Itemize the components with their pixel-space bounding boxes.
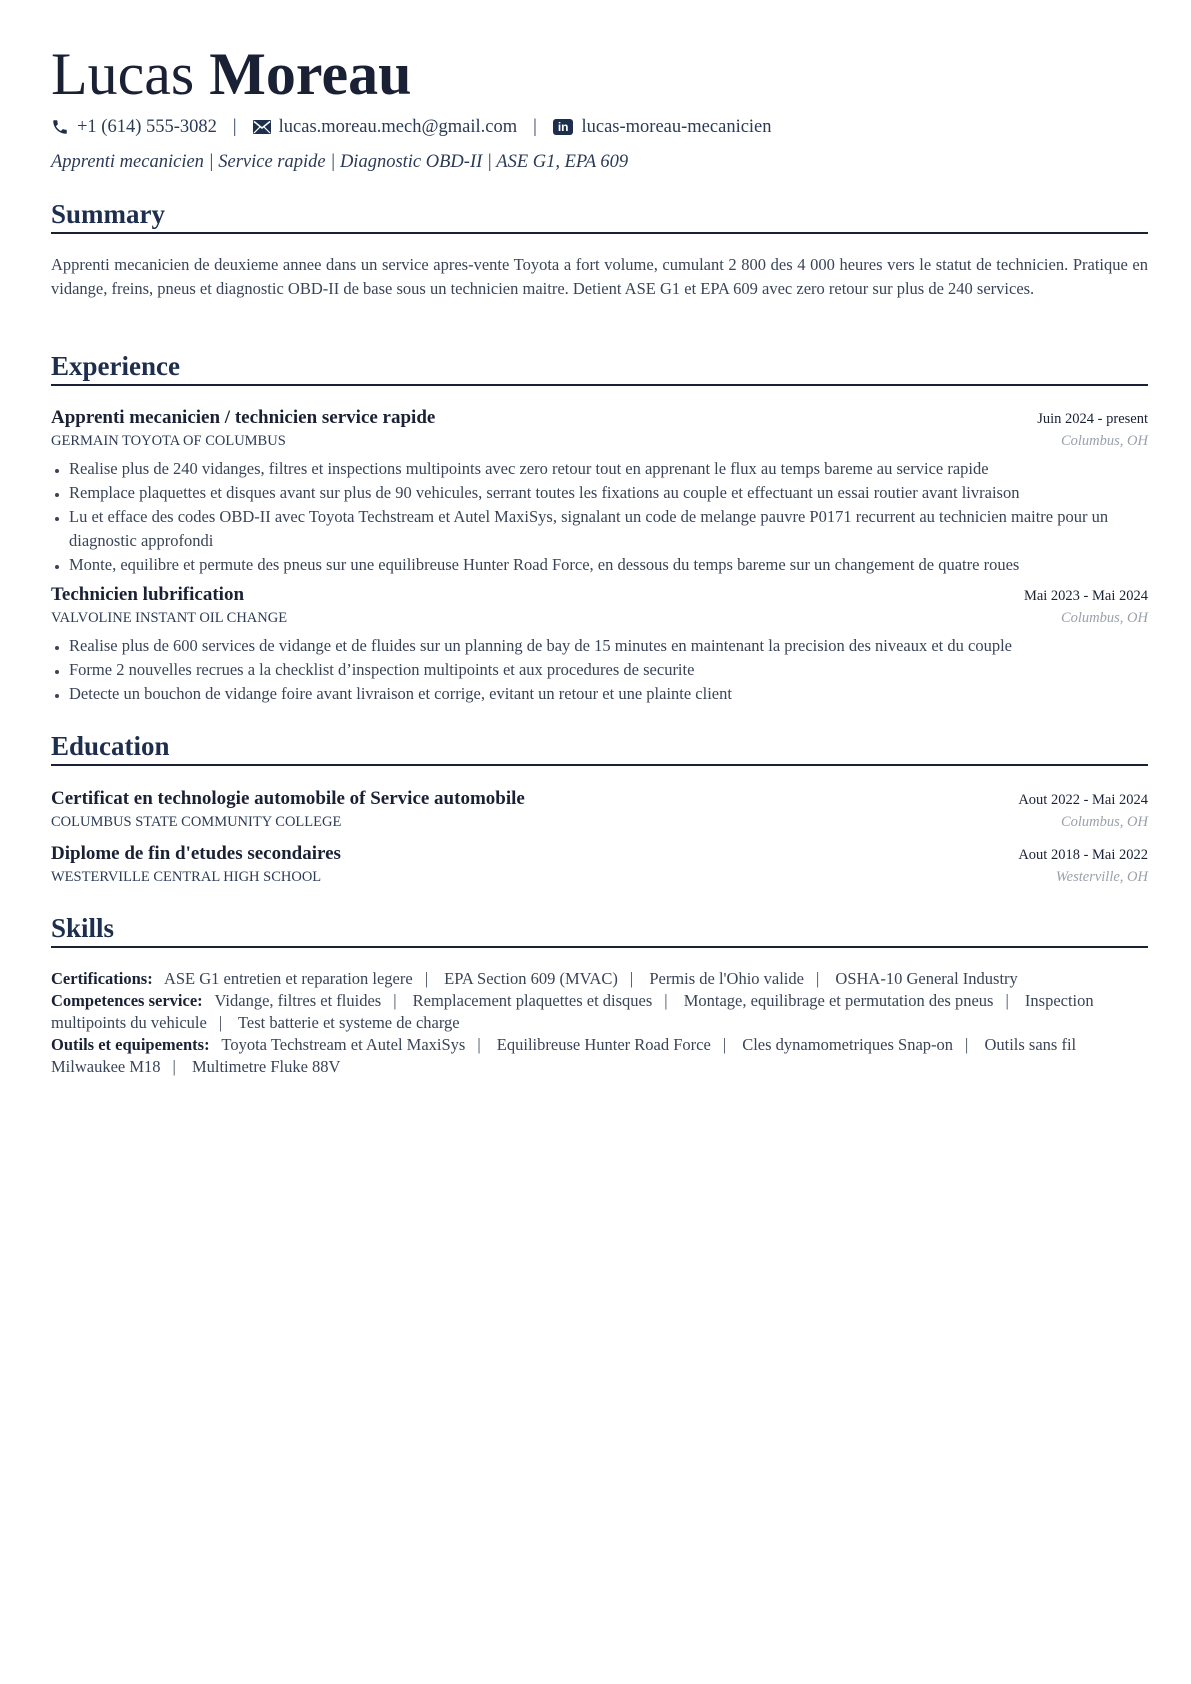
- education-dates: Aout 2022 - Mai 2024: [1018, 792, 1148, 808]
- skills-heading: Skills: [51, 912, 1148, 948]
- skill-item: Multimetre Fluke 88V: [191, 1057, 341, 1076]
- degree-title: Diplome de fin d'etudes secondaires: [51, 843, 341, 864]
- phone-icon: [51, 118, 69, 136]
- bullet-item: • Realise plus de 240 vidanges, filtres et inspections multipoints avec zero retour tout en apprenant le flux au temps bareme au service rapide: [69, 457, 1148, 481]
- job-dates: Juin 2024 - present: [1037, 411, 1148, 427]
- company-name: GERMAIN TOYOTA OF COLUMBUS: [51, 433, 286, 449]
- job-location: Columbus, OH: [1060, 610, 1148, 626]
- linkedin-icon: in: [553, 119, 574, 135]
- job-title: Technicien lubrification: [51, 584, 245, 605]
- skill-item: Permis de l'Ohio valide: [649, 969, 804, 988]
- skill-item: EPA Section 609 (MVAC): [444, 969, 618, 988]
- last-name: Moreau: [209, 41, 412, 107]
- skill-item: Test batterie et systeme de charge: [237, 1013, 460, 1032]
- experience-heading: Experience: [51, 350, 1148, 386]
- skill-group-label: Outils et equipements:: [51, 1035, 210, 1054]
- education-heading: Education: [51, 730, 1148, 766]
- skill-item: Remplacement plaquettes et disques: [412, 991, 653, 1010]
- bullet-item: • Remplace plaquettes et disques avant sur plus de 90 vehicules, serrant toutes les fixations au couple et effectuant un essai routier avant livraison: [69, 481, 1148, 505]
- bullet-item: • Detecte un bouchon de vidange foire avant livraison et corrige, evitant un retour et une plainte client: [69, 682, 1148, 706]
- skill-item: Outils sans fil Milwaukee M18: [51, 1035, 1077, 1076]
- skill-group-label: Certifications:: [51, 969, 153, 988]
- job-dates: Mai 2023 - Mai 2024: [1023, 588, 1148, 604]
- job-bullets: [51, 634, 1148, 706]
- job-location: Columbus, OH: [1060, 433, 1148, 449]
- separator: |: [232, 116, 237, 137]
- bullet-item: • Realise plus de 600 services de vidange et de fluides sur un planning de bay de 15 minutes en maintenant la precision des niveaux et du couple: [69, 634, 1148, 658]
- skill-group: Certifications: ASE G1 entretien et reparation legere | EPA Section 609 (MVAC) | Permis de l'Ohio valide | OSHA-10 General Industry: [51, 969, 1018, 988]
- skill-group: Competences service: Vidange, filtres et fluides | Remplacement plaquettes et disques | Montage, equilibrage et permutation des pneus | Inspection multipoints du vehicule | Test batterie et systeme de charge: [51, 991, 1094, 1032]
- summary-heading: Summary: [51, 198, 1148, 234]
- experience-entry: [51, 405, 1148, 577]
- summary-text: Apprenti mecanicien de deuxieme annee dans un service apres-vente Toyota a fort volume, cumulant 2 800 des 4 000 heures vers le statut de technicien. Pratique en vidange, freins, pneus et diagnostic OBD-II de base sous un technicien maitre. Detient ASE G1 et EPA 609 avec zero retour sur plus de 240 services.: [51, 255, 1148, 298]
- skill-item: ASE G1 entretien et reparation legere: [163, 969, 413, 988]
- first-name: Lucas: [51, 41, 195, 107]
- school-location: Columbus, OH: [1060, 814, 1148, 830]
- job-title: Apprenti mecanicien / technicien service rapide: [51, 407, 436, 428]
- bullet-item: • Forme 2 nouvelles recrues a la checklist d’inspection multipoints et aux procedures de securite: [69, 658, 1148, 682]
- education-entry: [51, 841, 1148, 887]
- separator: |: [533, 116, 537, 137]
- skill-item: Cles dynamometriques Snap-on: [742, 1035, 954, 1054]
- tagline: Apprenti mecanicien | Service rapide | Diagnostic OBD-II | ASE G1, EPA 609: [51, 152, 629, 172]
- mail-icon: [253, 120, 271, 134]
- school-location: Westerville, OH: [1055, 869, 1148, 885]
- skill-group-label: Competences service:: [51, 991, 203, 1010]
- skill-item: Inspection multipoints du vehicule: [51, 991, 1094, 1032]
- skill-item: Equilibreuse Hunter Road Force: [496, 1035, 711, 1054]
- education-entry: [51, 786, 1148, 832]
- skills-list: [51, 968, 1148, 1078]
- school-name: COLUMBUS STATE COMMUNITY COLLEGE: [51, 814, 342, 830]
- email-link[interactable]: lucas.moreau.mech@gmail.com: [278, 116, 518, 137]
- candidate-name: [51, 38, 411, 110]
- degree-title: Certificat en technologie automobile of Service automobile: [51, 788, 525, 809]
- company-name: VALVOLINE INSTANT OIL CHANGE: [51, 610, 288, 626]
- skill-group: Outils et equipements: Toyota Techstream et Autel MaxiSys | Equilibreuse Hunter Road Force | Cles dynamometriques Snap-on | Outils sans fil Milwaukee M18 | Multimetre Fluke 88V: [51, 1035, 1077, 1076]
- school-name: WESTERVILLE CENTRAL HIGH SCHOOL: [51, 869, 322, 885]
- bullet-item: • Monte, equilibre et permute des pneus sur une equilibreuse Hunter Road Force, en dessous du temps bareme sur un changement de quatre roues: [69, 553, 1148, 577]
- phone-number[interactable]: +1 (614) 555-3082: [77, 116, 217, 137]
- job-bullets: [51, 457, 1148, 577]
- linkedin-link[interactable]: lucas-moreau-mecanicien: [581, 116, 772, 137]
- skill-item: Vidange, filtres et fluides: [214, 991, 382, 1010]
- skill-item: Montage, equilibrage et permutation des pneus: [683, 991, 994, 1010]
- experience-entry: [51, 582, 1148, 706]
- bullet-item: • Lu et efface des codes OBD-II avec Toyota Techstream et Autel MaxiSys, signalant un code de melange pauvre P0171 recurrent au technicien maitre pour un diagnostic approfondi: [69, 505, 1148, 553]
- skill-item: OSHA-10 General Industry: [835, 969, 1018, 988]
- skill-item: Toyota Techstream et Autel MaxiSys: [221, 1035, 466, 1054]
- contact-line: [51, 114, 772, 140]
- education-dates: Aout 2018 - Mai 2022: [1018, 847, 1148, 863]
